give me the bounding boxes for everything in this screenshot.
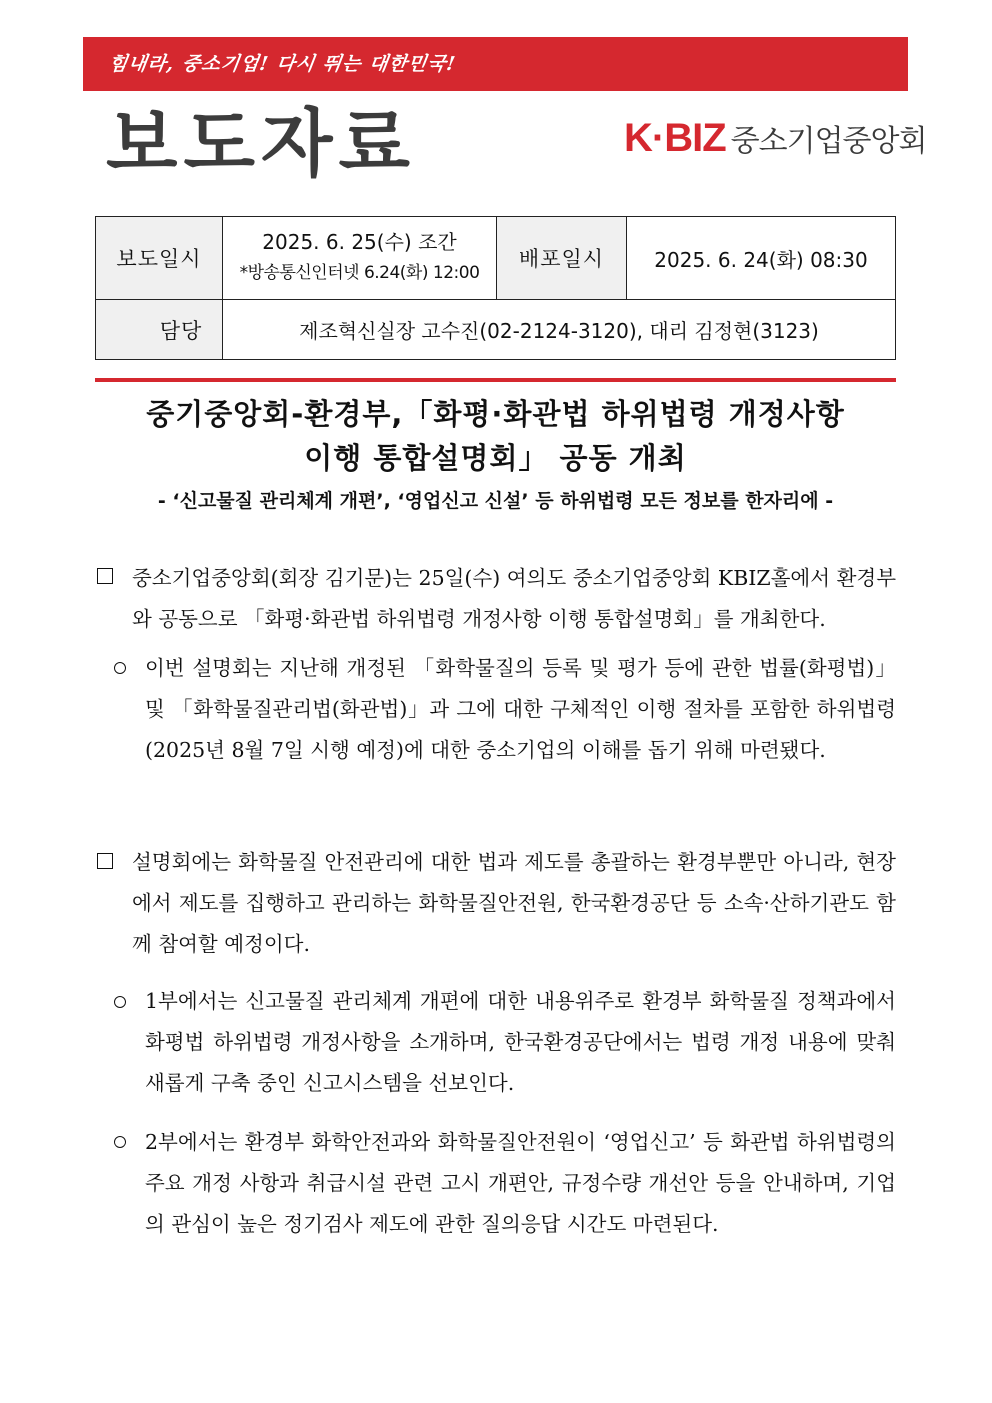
- paragraph-2: 이번 설명회는 지난해 개정된 「화학물질의 등록 및 평가 등에 관한 법률(화평법)」 및 「화학물질관리법(화관법)」과 그에 대한 구체적인 이행 절차를 포함한 하위법령(2025년 8월 7일 시행 예정)에 대한 중소기업의 이해를 돕기 위해 마련됐다.: [145, 656, 896, 762]
- release-date-value: 2025. 6. 25(수) 조간: [262, 230, 457, 254]
- paragraph-4: 1부에서는 신고물질 관리체계 개편에 대한 내용위주로 환경부 화학물질 정책과에서 화평법 하위법령 개정사항을 소개하며, 한국환경공단에서는 법령 개정 내용에 맞춰 새롭게 구축 중인 신고시스템을 선보인다.: [145, 989, 896, 1095]
- slogan-text: 힘내라, 중소기업! 다시 뛰는 대한민국!: [107, 53, 458, 75]
- release-info-table: [95, 216, 896, 360]
- subheadline: - ‘신고물질 관리체계 개편’, ‘영업신고 신설’ 등 하위법령 모든 정보를 한자리에 -: [157, 490, 834, 512]
- headline-line-1: 중기중앙회-환경부,「화평·화관법 하위법령 개정사항: [146, 397, 845, 431]
- contact-value: 제조혁신실장 고수진(02-2124-3120), 대리 김정현(3123): [223, 300, 896, 360]
- slogan-banner: [83, 37, 908, 91]
- circle-bullet-icon: [114, 662, 126, 674]
- headline: [95, 392, 896, 480]
- release-date-cell: [223, 217, 497, 300]
- logo-mark: K·BIZ: [624, 115, 726, 160]
- release-date-label: 보도일시: [96, 217, 223, 300]
- circle-bullet-icon: [114, 1136, 126, 1148]
- square-bullet-icon: [97, 568, 113, 584]
- distribution-date-label: 배포일시: [497, 217, 627, 300]
- paragraph-5: 2부에서는 환경부 화학안전과와 화학물질안전원이 ‘영업신고’ 등 화관법 하위법령의 주요 개정 사항과 취급시설 관련 고시 개편안, 규정수량 개선안 등을 안내하며, 기업의 관심이 높은 정기검사 제도에 관한 질의응답 시간도 마련된다.: [145, 1130, 896, 1236]
- divider-red: [95, 378, 896, 382]
- release-broadcast-note: *방송통신인터넷 6.24(화) 12:00: [239, 263, 480, 283]
- contact-label: 담당: [96, 300, 223, 360]
- headline-line-2: 이행 통합설명회」 공동 개최: [304, 441, 687, 475]
- press-release-title: 보도자료: [106, 101, 416, 187]
- kbiz-logo: [624, 116, 927, 160]
- square-bullet-icon: [97, 853, 113, 869]
- paragraph-3: 설명회에는 화학물질 안전관리에 대한 법과 제도를 총괄하는 환경부뿐만 아니라, 현장에서 제도를 집행하고 관리하는 화학물질안전원, 한국환경공단 등 소속·산하기관도 함께 참여할 예정이다.: [132, 850, 896, 956]
- distribution-date-value: 2025. 6. 24(화) 08:30: [627, 217, 896, 300]
- logo-name: 중소기업중앙회: [730, 124, 927, 159]
- paragraph-1: 중소기업중앙회(회장 김기문)는 25일(수) 여의도 중소기업중앙회 KBIZ홀에서 환경부와 공동으로 「화평·화관법 하위법령 개정사항 이행 통합설명회」를 개최한다.: [132, 566, 896, 631]
- circle-bullet-icon: [114, 996, 126, 1008]
